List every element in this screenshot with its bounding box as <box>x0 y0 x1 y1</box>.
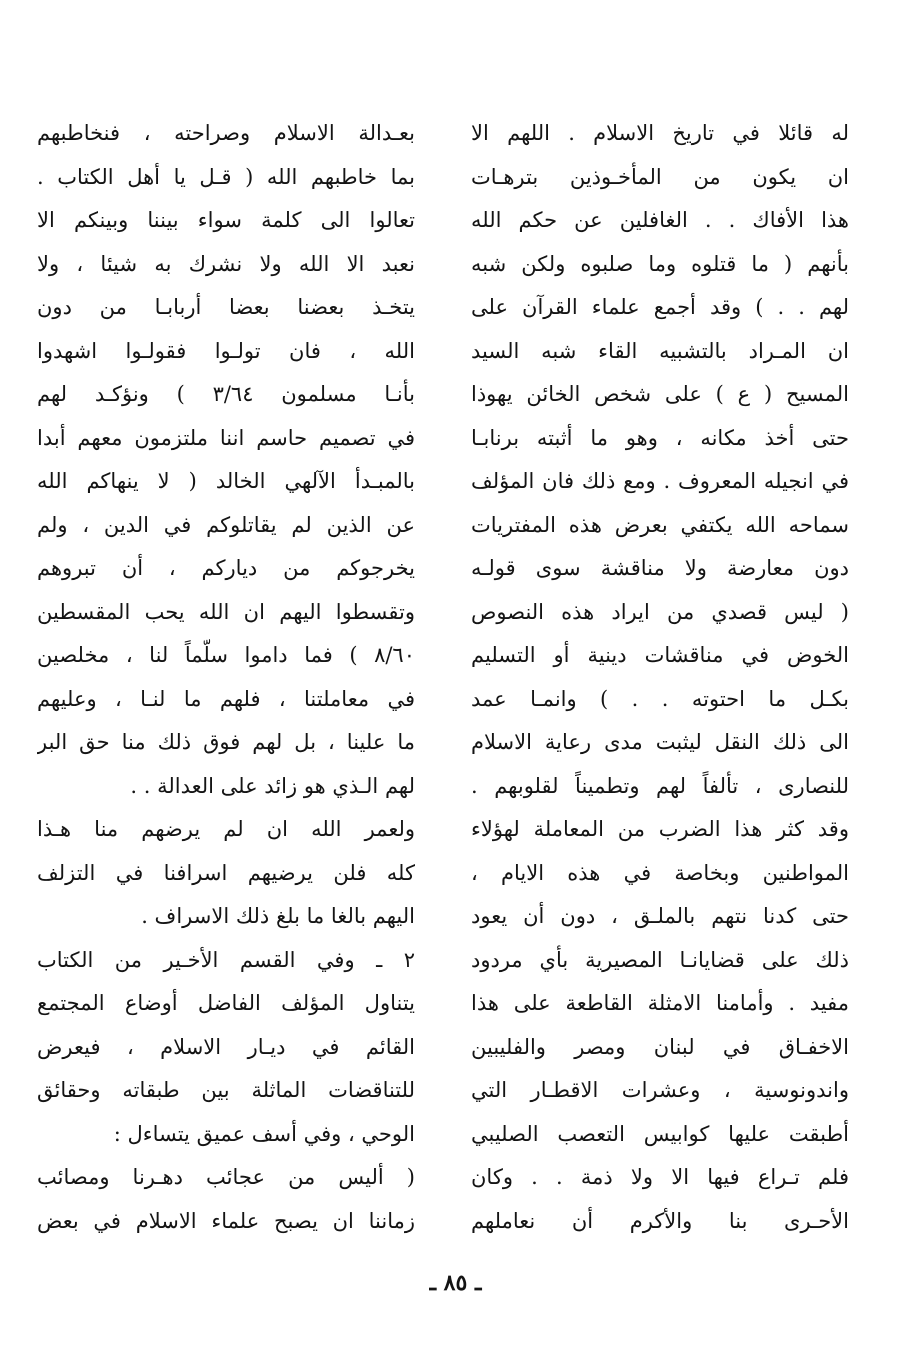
text-line: للتناقضات الماثلة بين طبقاته وحقائق <box>37 1078 415 1102</box>
text-line: بكـل ما احتوته . . ) وانمـا عمد <box>471 686 849 711</box>
text-line: حتى كدنا نتهم بالملـق ، دون أن يعود <box>471 904 849 928</box>
text-column-left <box>37 112 415 1243</box>
text-line: الى ذلك النقل ليثبت مدى رعاية الاسلام <box>471 730 849 754</box>
page-number: ـ ٨٥ ـ <box>429 1270 482 1296</box>
text-line: الأحـرى بنا والأكرم أن نعاملهم <box>471 1208 849 1233</box>
text-line: الله ، فان تولـوا فقولـوا اشهدوا <box>37 338 415 363</box>
text-line: فلم تـراع فيها الا ولا ذمة . . وكان <box>471 1165 849 1189</box>
text-line: اليهم بالغا ما بلغ ذلك الاسراف . <box>141 904 415 928</box>
text-line: ان يكون من المأخـوذين بترهـات <box>471 164 849 189</box>
text-line: ذلك على قضايانـا المصيرية بأي مردود <box>471 947 849 972</box>
text-line: يخرجوكم من دياركم ، أن تبروهم <box>37 556 415 580</box>
text-line: بعـدالة الاسلام وصراحته ، فنخاطبهم <box>37 121 415 145</box>
text-line: لهم . . ) وقد أجمع علماء القرآن على <box>471 295 849 319</box>
text-line: حتى أخذ مكانه ، وهو ما أثبته برنابـا <box>471 425 849 450</box>
text-line: مفيد . وأمامنا الامثلة القاطعة على هذا <box>471 991 849 1015</box>
text-line: وتقسطوا اليهم ان الله يحب المقسطين <box>37 599 415 624</box>
text-line: وقد كثر هذا الضرب من المعاملة لهؤلاء <box>471 817 849 841</box>
text-line: زماننا ان يصبح علماء الاسلام في بعض <box>37 1208 415 1233</box>
text-line: هذا الأفاك . . الغافلين عن حكم الله <box>471 208 849 232</box>
text-line: ٨/٦٠ ) فما داموا سلّماً لنا ، مخلصين <box>37 643 415 667</box>
text-line: في تصميم حاسم اننا ملتزمون معهم أبدا <box>37 425 415 450</box>
text-line: بما خاطبهم الله ( قـل يا أهل الكتاب . <box>37 164 415 189</box>
text-line: ان المـراد بالتشبيه القاء شبه السيد <box>471 338 849 363</box>
text-line: له قائلا في تاريخ الاسلام . اللهم الا <box>471 121 849 145</box>
text-line: في معاملتنا ، فلهم ما لنـا ، وعليهم <box>37 686 415 711</box>
text-line: المواطنين وبخاصة في هذه الايام ، <box>471 860 849 885</box>
text-line: المسيح ( ع ) على شخص الخائن يهوذا <box>471 382 849 406</box>
text-line: أطبقت عليها كوابيس التعصب الصليبي <box>471 1121 849 1146</box>
text-line: القائم في ديـار الاسلام ، فيعرض <box>37 1034 415 1059</box>
text-line: دون معارضة ولا مناقشة سوى قولـه <box>471 556 849 580</box>
text-line: للنصارى ، تألفاً لهم وتطميناً لقلوبهم . <box>471 773 849 798</box>
text-line: عن الذين لم يقاتلوكم في الدين ، ولم <box>37 512 415 537</box>
text-line: ( ليس قصدي من ايراد هذه النصوص <box>471 599 849 624</box>
text-line: بأنـا مسلمون ٣/٦٤ ) ونؤكـد لهم <box>37 382 415 406</box>
text-line: الوحي ، وفي أسف عميق يتساءل : <box>113 1121 415 1146</box>
text-line: ولعمر الله ان لم يرضهم منا هـذا <box>37 817 415 841</box>
text-line: بالمبـدأ الآلهي الخالد ( لا ينهاكم الله <box>37 469 415 493</box>
text-line: يتناول المؤلف الفاضل أوضاع المجتمع <box>37 991 415 1015</box>
text-line: كله فلن يرضيهم اسرافنا في التزلف <box>37 860 415 885</box>
text-line: واندونوسية ، وعشرات الاقطـار التي <box>471 1078 849 1102</box>
text-line: في انجيله المعروف . ومع ذلك فان المؤلف <box>471 469 849 493</box>
text-line: ٢ ـ وفي القسم الأخـير من الكتاب <box>37 947 415 972</box>
text-line: ( أليس من عجائب دهـرنا ومصائب <box>37 1165 415 1189</box>
text-line: نعبد الا الله ولا نشرك به شيئا ، ولا <box>37 251 415 276</box>
text-line: ما علينا ، بل لهم فوق ذلك منا حق البر <box>37 730 415 754</box>
text-line: الاخفـاق في لبنان ومصر والفليبين <box>471 1034 849 1059</box>
text-line: تعالوا الى كلمة سواء بيننا وبينكم الا <box>37 208 415 232</box>
text-column-right <box>471 112 849 1243</box>
text-line: سماحه الله يكتفي بعرض هذه المفتريات <box>471 512 849 537</box>
text-line: الخوض في مناقشات دينية أو التسليم <box>471 643 849 667</box>
text-line: لهم الـذي هو زائد على العدالة . . <box>130 773 415 798</box>
text-line: يتخـذ بعضنا بعضا أربابـا من دون <box>37 295 415 319</box>
text-line: بأنهم ( ما قتلوه وما صلبوه ولكن شبه <box>471 251 849 276</box>
